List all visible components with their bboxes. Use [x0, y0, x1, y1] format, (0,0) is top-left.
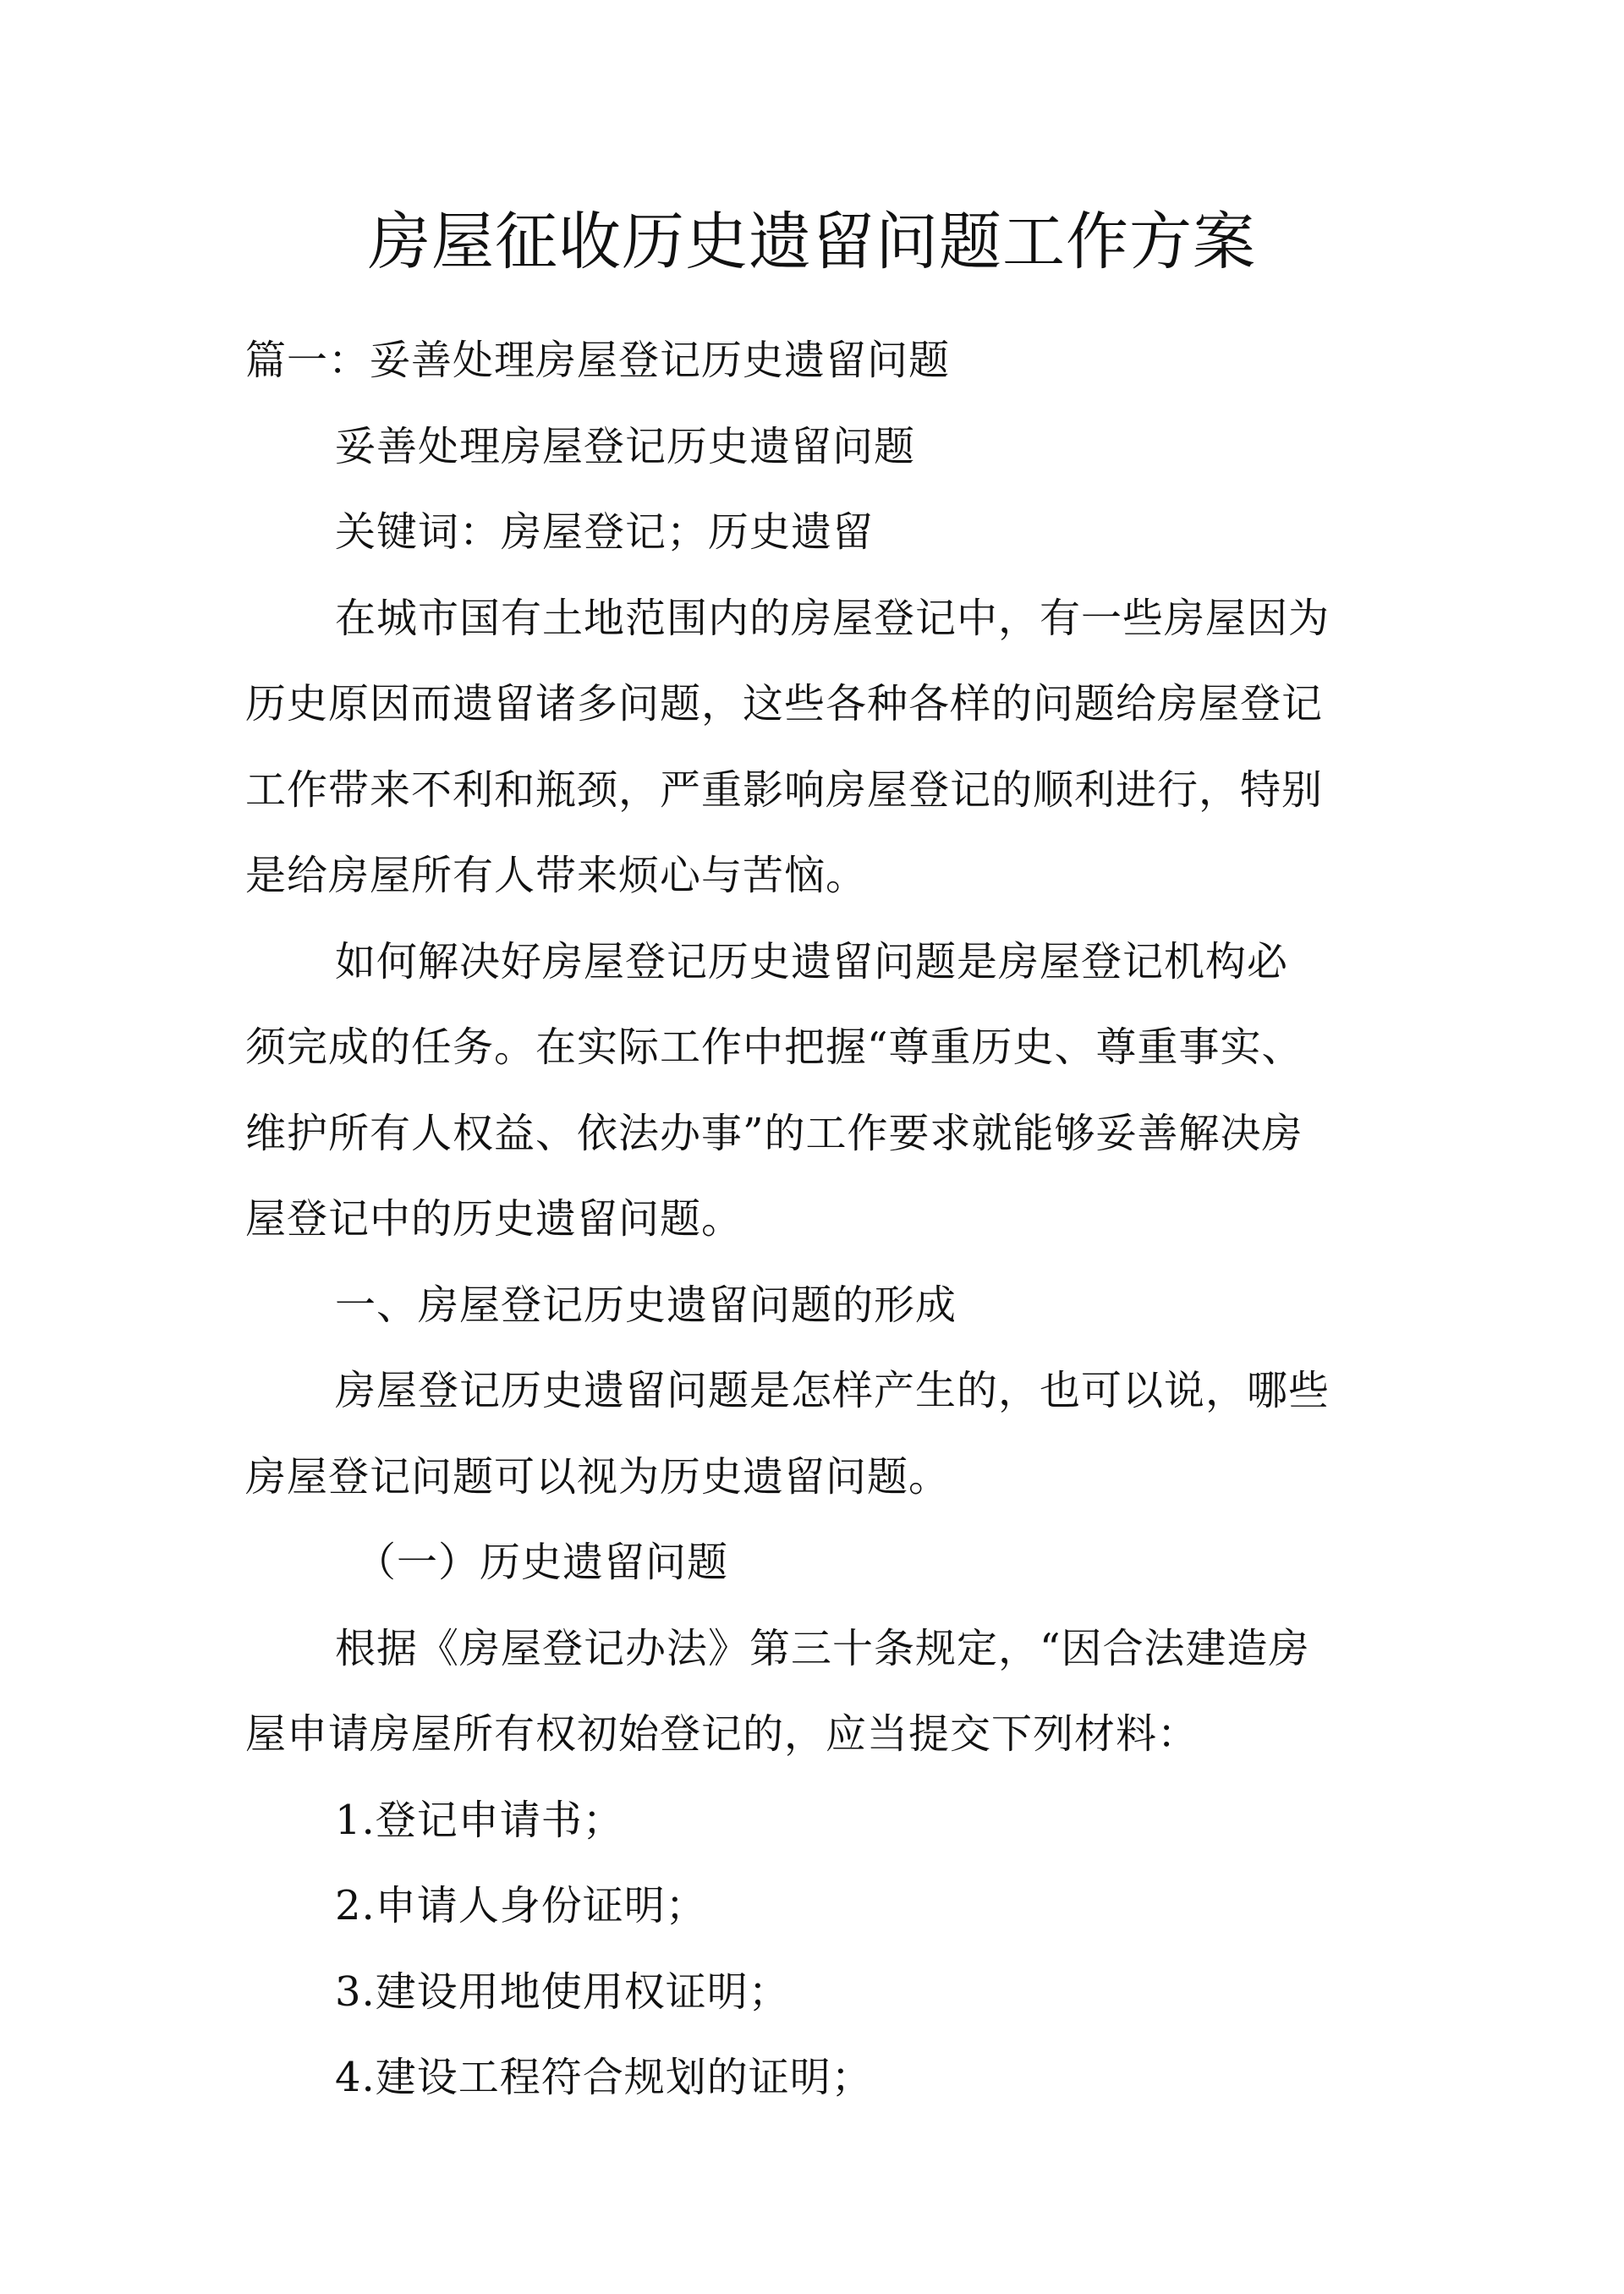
paragraph-line: 历史原因而遗留诸多问题，这些各种各样的问题给房屋登记	[245, 680, 1324, 727]
paragraph-line: 是给房屋所有人带来烦心与苦恼。	[245, 852, 868, 899]
list-item: 2.申请人身份证明；	[335, 1882, 707, 1929]
paragraph-line: 如何解决好房屋登记历史遗留问题是房屋登记机构必	[335, 937, 1289, 985]
paragraph-line: 在城市国有土地范围内的房屋登记中，有一些房屋因为	[335, 594, 1330, 642]
paragraph-line: 维护所有人权益、依法办事”的工作要求就能够妥善解决房	[245, 1109, 1303, 1157]
paragraph-line: 须完成的任务。在实际工作中把握“尊重历史、尊重事实、	[245, 1024, 1303, 1071]
paragraph-line: 工作带来不利和瓶颈，严重影响房屋登记的顺利进行，特别	[245, 766, 1324, 814]
article-title: 妥善处理房屋登记历史遗留问题	[335, 422, 916, 470]
subsection-heading: 一、房屋登记历史遗留问题的形成	[335, 1281, 957, 1329]
document-body	[245, 318, 1396, 2121]
section-heading: 篇一：妥善处理房屋登记历史遗留问题	[245, 337, 951, 384]
paragraph-line: 屋申请房屋所有权初始登记的，应当提交下列材料：	[245, 1710, 1199, 1758]
list-item: 3.建设用地使用权证明；	[335, 1967, 790, 2016]
paragraph-line: 根据《房屋登记办法》第三十条规定，“因合法建造房	[335, 1624, 1310, 1672]
list-item: 1.登记申请书；	[335, 1796, 624, 1844]
list-item: 4.建设工程符合规划的证明；	[335, 2054, 873, 2101]
document-title: 房屋征收历史遗留问题工作方案	[368, 206, 1256, 278]
subsection-heading: （一）历史遗留问题	[355, 1539, 729, 1586]
paragraph-line: 房屋登记问题可以视为历史遗留问题。	[245, 1452, 951, 1501]
paragraph-line: 屋登记中的历史遗留问题。	[245, 1195, 743, 1243]
keywords-line: 关键词：房屋登记；历史遗留	[335, 508, 875, 556]
paragraph-line: 房屋登记历史遗留问题是怎样产生的，也可以说，哪些	[335, 1367, 1330, 1414]
